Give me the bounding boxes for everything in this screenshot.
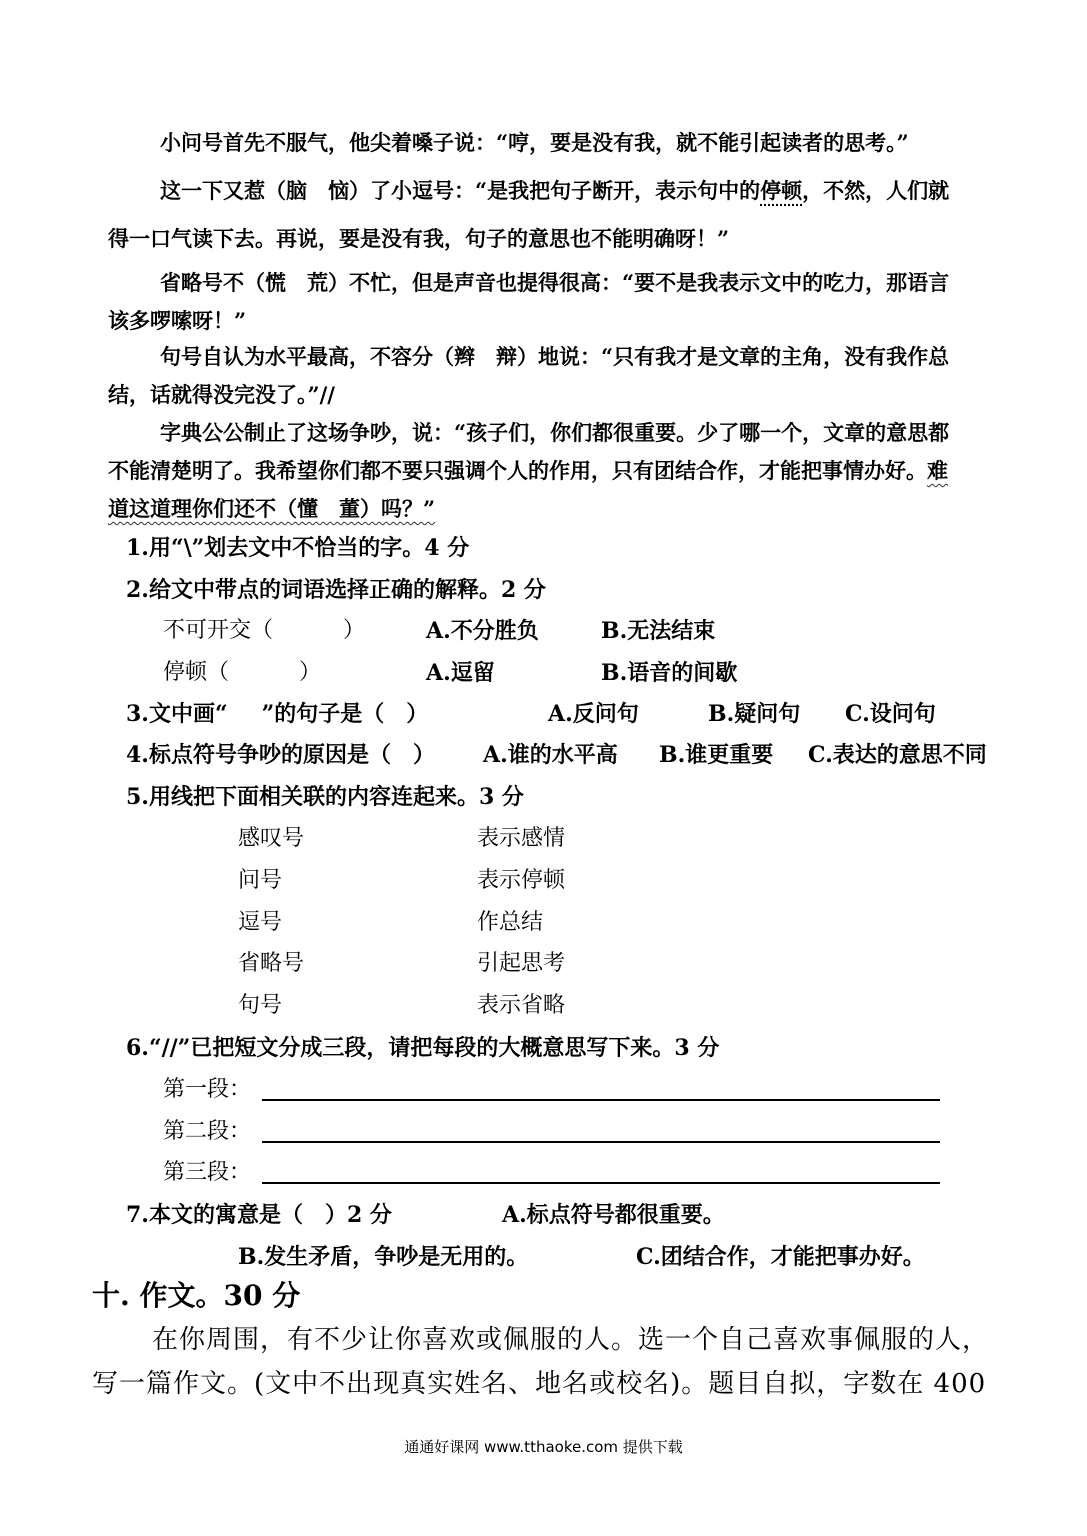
question-2: 2.给文中带点的词语选择正确的解释。2 分	[126, 577, 546, 603]
passage-paragraph-5-line-2	[108, 456, 948, 486]
match-left-item[interactable]: 句号	[238, 993, 283, 1018]
match-right-item[interactable]: 表示省略	[477, 993, 566, 1018]
section-3-label: 第三段：	[163, 1160, 252, 1185]
page-footer: 通通好课网 www.tthaoke.com 提供下载	[404, 1438, 683, 1456]
question-7: 7.本文的寓意是（ ）2 分	[126, 1202, 392, 1228]
option-c: C.团结合作，才能把事办好。	[636, 1244, 925, 1270]
answer-line[interactable]	[262, 1099, 940, 1101]
option-b: B.谁更重要	[659, 742, 774, 768]
question-2-row-1	[163, 616, 365, 646]
option-a: A.标点符号都很重要。	[502, 1202, 725, 1228]
passage-paragraph-1: 小问号首先不服气，他尖着嗓子说：“哼，要是没有我，就不能引起读者的思考。”	[160, 130, 909, 155]
match-left-item[interactable]: 逗号	[238, 910, 283, 935]
answer-line[interactable]	[262, 1182, 940, 1184]
passage-paragraph-2-line-2: 得一口气读下去。再说，要是没有我，句子的意思也不能明确呀！”	[108, 226, 730, 251]
answer-line[interactable]	[262, 1141, 940, 1143]
match-right-item[interactable]: 作总结	[477, 910, 544, 935]
passage-paragraph-4-line-1: 句号自认为水平最高，不容分（辫 辩）地说：“只有我才是文章的主角，没有我作总	[160, 344, 950, 369]
passage-paragraph-4-line-2: 结，话就得没完没了。”//	[108, 382, 335, 407]
section-2-label: 第二段：	[163, 1119, 252, 1144]
passage-text: ，不然，人们就	[802, 178, 950, 203]
composition-heading: 十. 作文。30 分	[92, 1279, 301, 1312]
dotted-word: 停顿	[760, 178, 803, 203]
option-a: A.逗留	[426, 660, 495, 686]
match-right-item[interactable]: 表示停顿	[477, 868, 566, 893]
passage-text: 这一下又惹（脑 恼）了小逗号：“是我把句子断开，表示句中的	[160, 178, 761, 203]
word-label: 不可开交（	[163, 618, 274, 643]
option-c: C.设问句	[845, 701, 936, 727]
question-1: 1.用“\”划去文中不恰当的字。4 分	[126, 535, 470, 561]
option-c: C.表达的意思不同	[808, 742, 987, 768]
passage-paragraph-3-line-1: 省略号不（慌 荒）不忙，但是声音也提得很高：“要不是我表示文中的吃力，那语言	[160, 270, 950, 295]
option-a: A.不分胜负	[426, 618, 539, 644]
match-left-item[interactable]: 省略号	[238, 951, 305, 976]
passage-paragraph-5-line-1: 字典公公制止了这场争吵，说：“孩子们，你们都很重要。少了哪一个，文章的意思都	[160, 420, 950, 445]
word-label: 停顿（	[163, 660, 230, 685]
wavy-underlined-text: 道这道理你们还不（懂 董）吗？”	[108, 496, 436, 521]
match-right-item[interactable]: 引起思考	[477, 951, 566, 976]
question-2-row-2	[163, 658, 321, 688]
bracket-close: ）	[343, 618, 366, 643]
question-3	[126, 699, 428, 729]
question-6: 6.“//”已把短文分成三段，请把每段的大概意思写下来。3 分	[126, 1035, 720, 1061]
question-5: 5.用线把下面相关联的内容连起来。3 分	[126, 784, 524, 810]
wavy-line-sample	[228, 699, 262, 729]
composition-line-2: 写一篇作文。(文中不出现真实姓名、地名或校名)。题目自拟，字数在 400	[92, 1369, 987, 1399]
passage-paragraph-3-line-2: 该多啰嗦呀！”	[108, 308, 247, 333]
question-4: 4.标点符号争吵的原因是（ ）	[126, 742, 435, 768]
option-b: B.疑问句	[708, 701, 801, 727]
option-b: B.发生矛盾，争吵是无用的。	[238, 1244, 529, 1270]
section-1-label: 第一段：	[163, 1077, 252, 1102]
match-left-item[interactable]: 感叹号	[238, 826, 305, 851]
option-a: A.反问句	[548, 701, 639, 727]
passage-paragraph-5-line-3	[108, 494, 435, 524]
question-text: 3.文中画“	[126, 701, 228, 727]
bracket-close: ）	[299, 660, 322, 685]
question-text: ”的句子是（ ）	[261, 701, 429, 727]
passage-paragraph-2-line-1	[160, 176, 949, 206]
wavy-underlined-text: 难	[927, 458, 948, 483]
option-a: A.谁的水平高	[483, 742, 618, 768]
option-b: B.无法结束	[601, 618, 716, 644]
composition-line-1: 在你周围，有不少让你喜欢或佩服的人。选一个自己喜欢事佩服的人，	[152, 1325, 990, 1355]
match-left-item[interactable]: 问号	[238, 868, 283, 893]
match-right-item[interactable]: 表示感情	[477, 826, 566, 851]
option-b: B.语音的间歇	[601, 660, 738, 686]
passage-text: 不能清楚明了。我希望你们都不要只强调个人的作用，只有团结合作，才能把事情办好。	[108, 458, 927, 483]
